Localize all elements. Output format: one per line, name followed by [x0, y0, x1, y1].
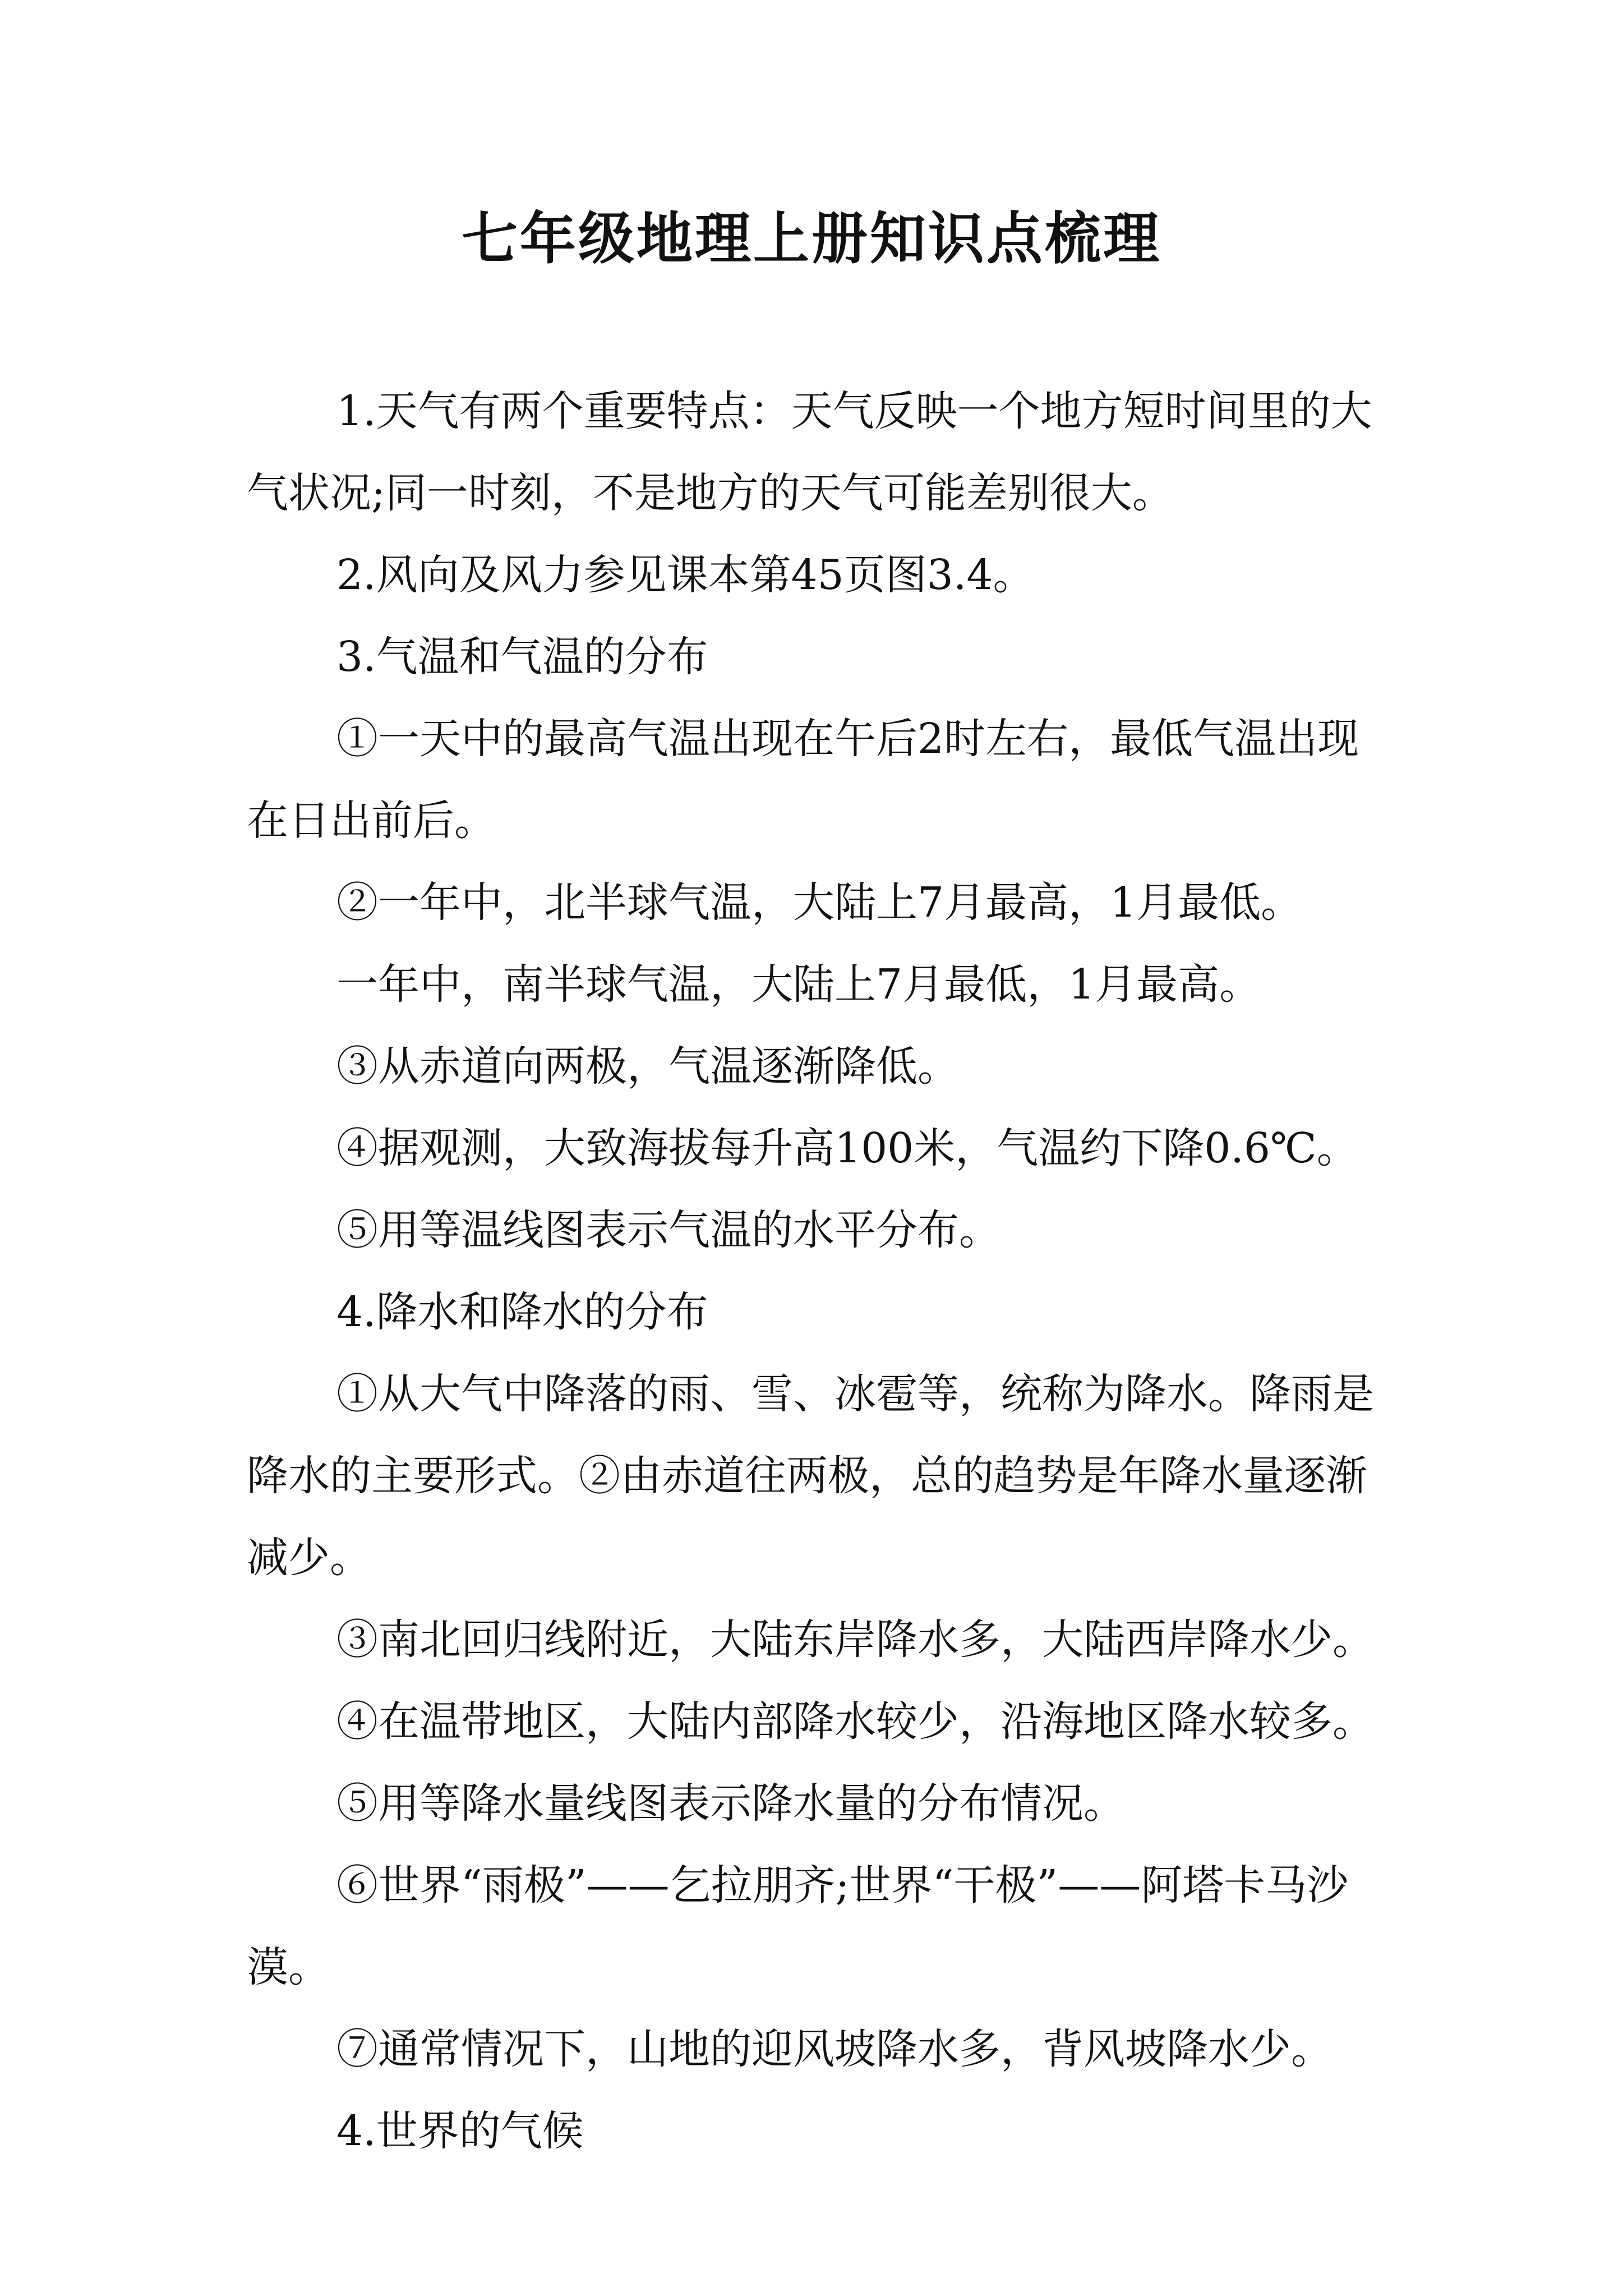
paragraph-precip-tropics: ③南北回归线附近，大陆东岸降水多，大陆西岸降水少。: [336, 1616, 1374, 1664]
paragraph-weather-features: 1.天气有两个重要特点：天气反映一个地方短时间里的大气状况;同一时刻，不是地方的天气可能差别很大。: [247, 387, 1372, 517]
paragraph-isohyet: ⑤用等降水量线图表示降水量的分布情况。: [336, 1779, 1125, 1828]
paragraph-windward-slope: ⑦通常情况下，山地的迎风坡降水多，背风坡降水少。: [336, 2025, 1332, 2073]
heading-temperature: 3.气温和气温的分布: [336, 633, 708, 681]
document-title: 七年级地理上册知识点梳理: [462, 205, 1161, 272]
heading-climate: 4.世界的气候: [336, 2107, 584, 2155]
document-body: [247, 370, 1391, 2172]
paragraph-temp-daily: ①一天中的最高气温出现在午后2时左右，最低气温出现在日出前后。: [247, 715, 1359, 845]
paragraph-temp-latitude: ③从赤道向两极，气温逐渐降低。: [336, 1042, 959, 1091]
paragraph-rain-dry-poles: ⑥世界“雨极”——乞拉朋齐;世界“干极”——阿塔卡马沙漠。: [247, 1861, 1349, 1991]
paragraph-isotherm: ⑤用等温线图表示气温的水平分布。: [336, 1206, 1000, 1254]
paragraph-temp-south: 一年中，南半球气温，大陆上7月最低，1月最高。: [336, 960, 1261, 1009]
paragraph-temp-north: ②一年中，北半球气温，大陆上7月最高，1月最低。: [336, 878, 1303, 927]
paragraph-wind: 2.风向及风力参见课本第45页图3.4。: [336, 551, 1035, 599]
paragraph-temp-altitude: ④据观测，大致海拔每升高100米，气温约下降0.6℃。: [336, 1124, 1358, 1172]
paragraph-precip-definition: ①从大气中降落的雨、雪、冰雹等，统称为降水。降雨是降水的主要形式。②由赤道往两极，总的趋势是年降水量逐渐减少。: [247, 1370, 1374, 1582]
paragraph-precip-temperate: ④在温带地区，大陆内部降水较少，沿海地区降水较多。: [336, 1697, 1374, 1746]
heading-precipitation: 4.降水和降水的分布: [336, 1288, 708, 1336]
